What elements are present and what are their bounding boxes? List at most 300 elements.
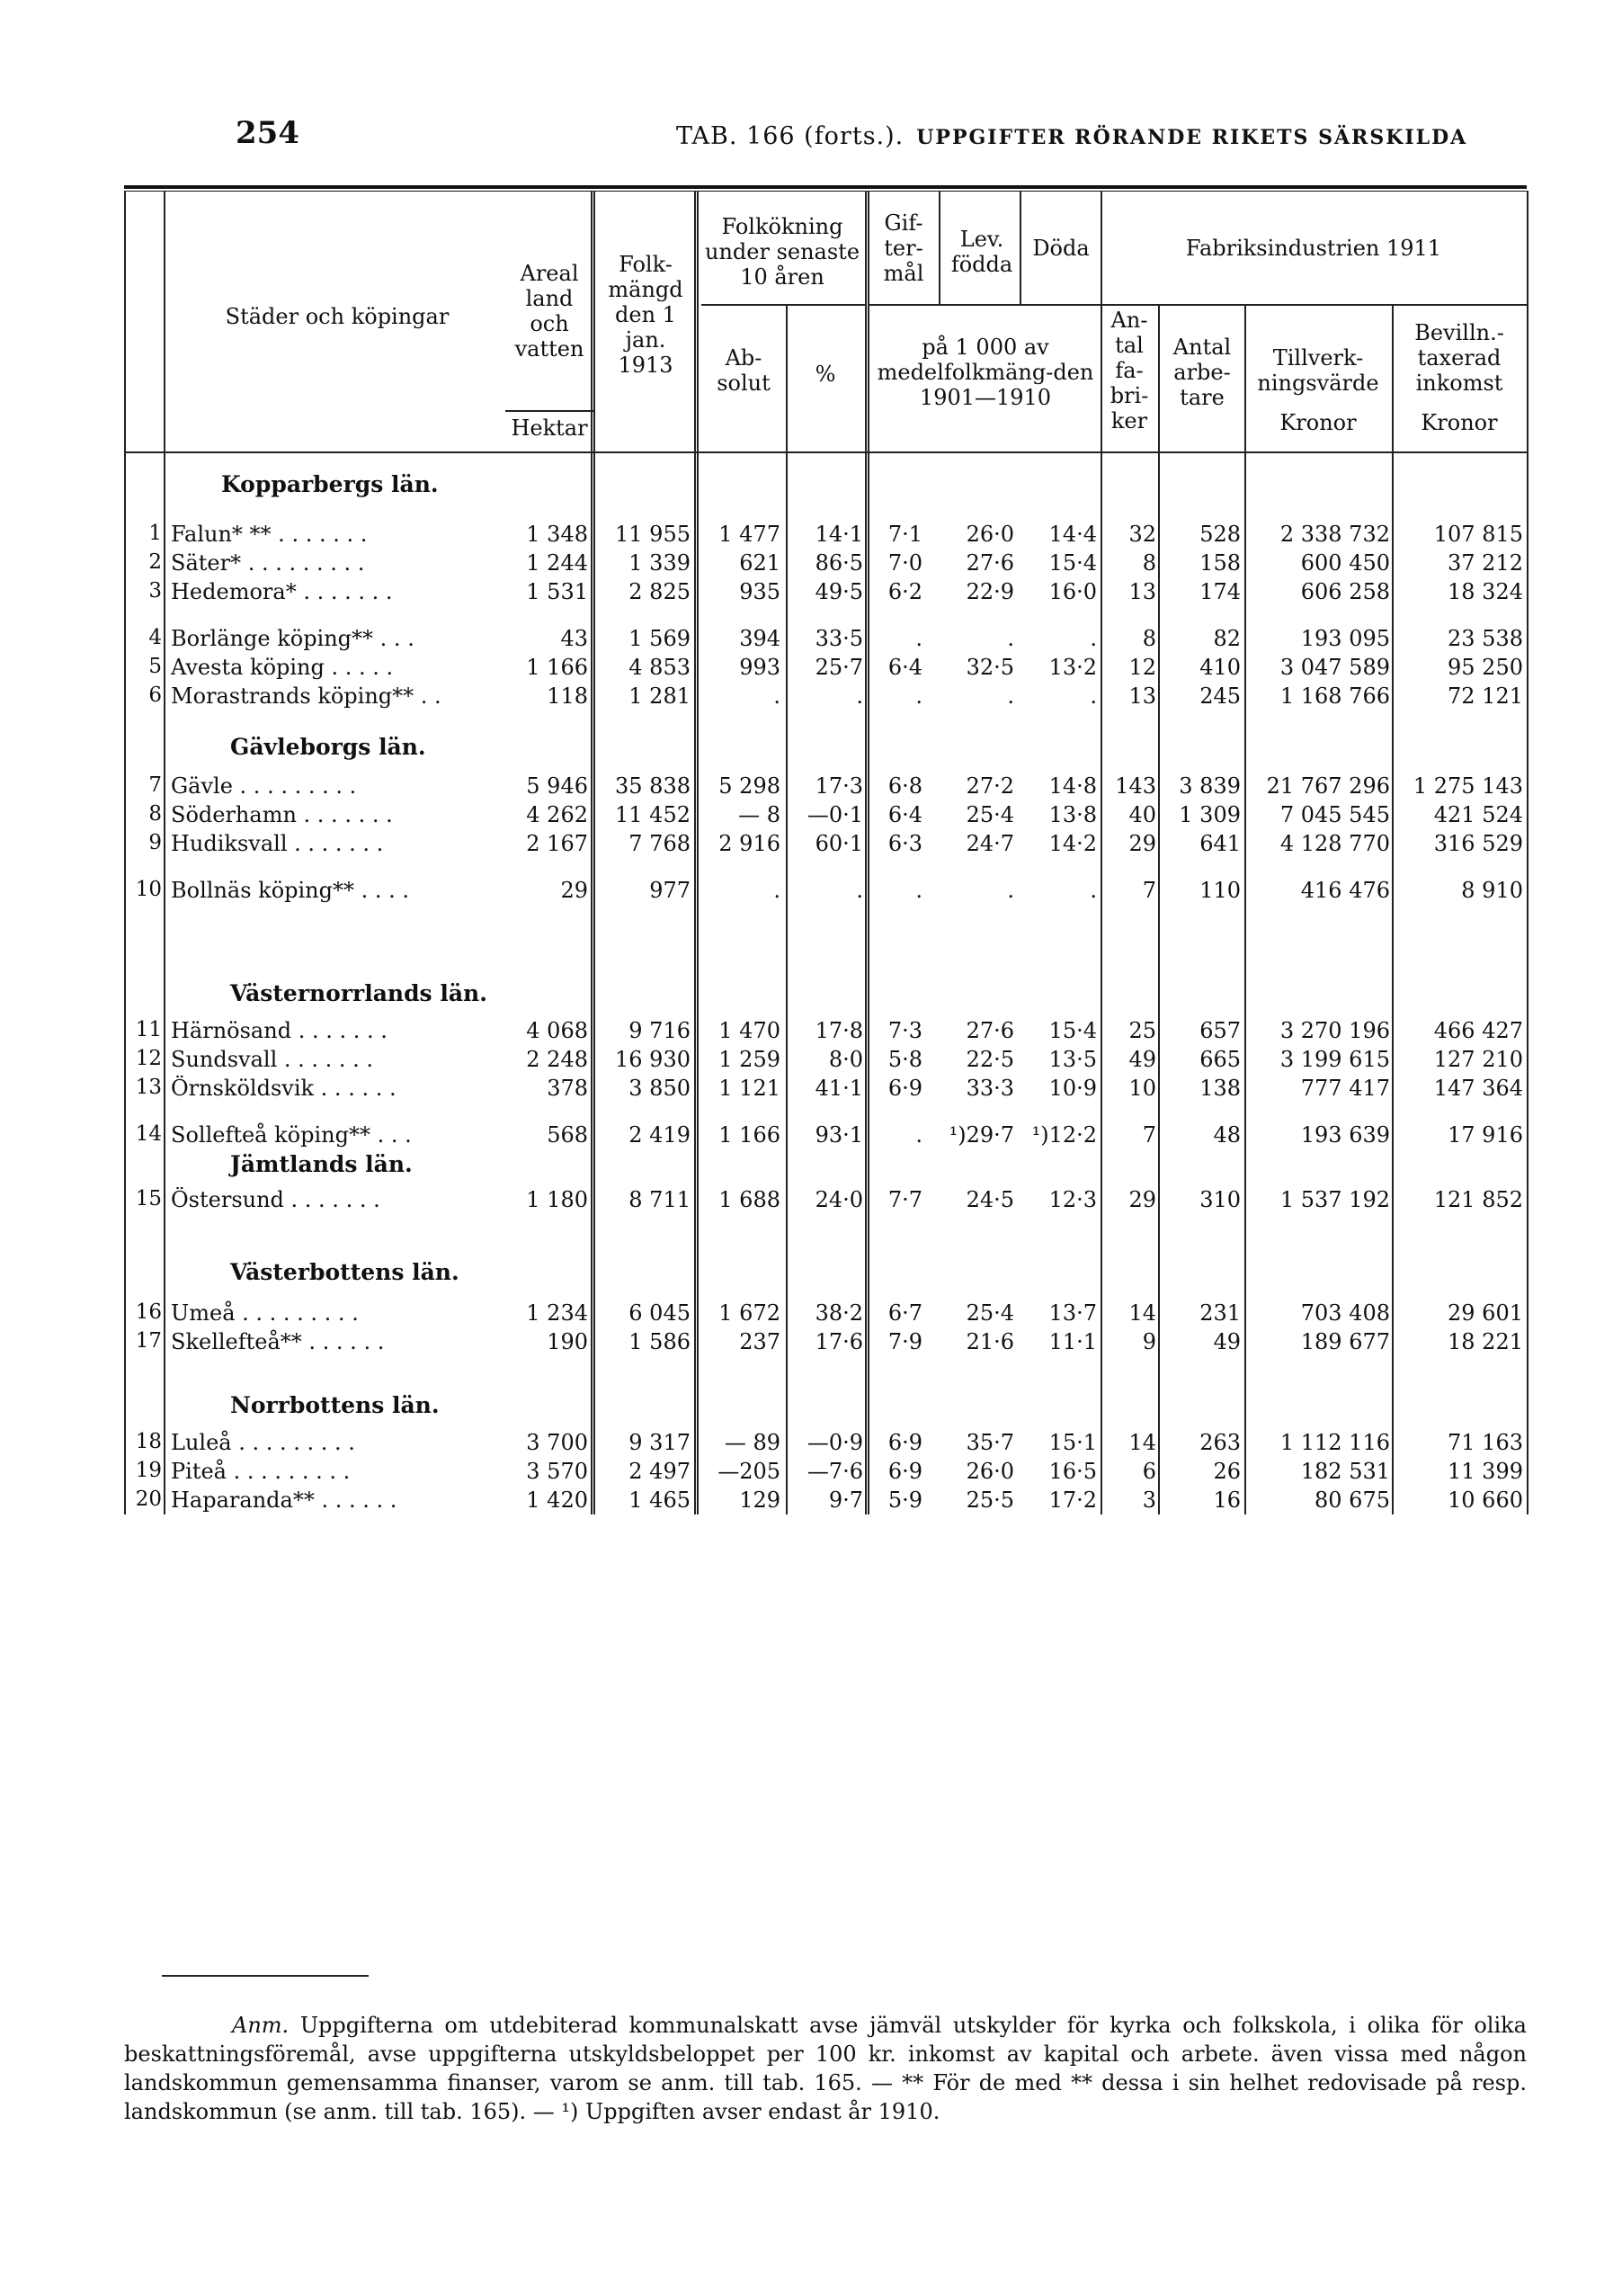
cell-areal: 4 262 [526,802,588,827]
cell-abs: 394 [739,626,780,651]
cell-till: 416 476 [1300,878,1390,903]
vrule-right [1527,191,1528,1514]
col-areal-unit: Hektar [511,415,588,441]
cell-folk: 1 465 [628,1487,691,1513]
row-number: 5 [148,655,162,678]
cell-pct: 93·1 [815,1122,863,1148]
cell-lev: 33·3 [966,1076,1014,1101]
cell-areal: 1 234 [526,1300,588,1326]
cell-pct: 49·5 [815,579,863,604]
cell-arb: 310 [1199,1187,1241,1212]
cell-dod: ¹)12·2 [1031,1122,1097,1148]
row-name: Borlänge köping** . . . [171,626,414,651]
row-name: Säter* . . . . . . . . . [171,550,365,576]
cell-bev: 8 910 [1461,878,1523,903]
cell-arb: 657 [1199,1018,1241,1043]
cell-abs: 993 [739,655,780,680]
cell-lev: 32·5 [966,655,1014,680]
cell-fab: 32 [1128,522,1156,547]
cell-fab: 10 [1128,1076,1156,1101]
col-areal: Areal land och vatten [514,261,584,362]
cell-arb: 138 [1199,1076,1241,1101]
cell-till: 182 531 [1300,1459,1390,1484]
cell-dod: 16·0 [1048,579,1097,604]
rule-areal-unit [505,410,595,412]
cell-folk: 4 853 [628,655,691,680]
row-number: 12 [135,1047,162,1070]
rule-folkokning [701,304,865,306]
vrule-doda [1101,191,1102,1514]
cell-abs: —205 [717,1459,780,1484]
col-tillverkningsvarde: Tillverk-ningsvärde [1257,345,1379,396]
cell-pct: —0·9 [807,1430,863,1455]
rule-rates [869,304,1101,306]
cell-bev: 72 121 [1448,683,1523,709]
vrule-gift [939,191,940,304]
cell-lev: 26·0 [966,522,1014,547]
cell-till: 3 199 615 [1279,1047,1390,1072]
row-name: Sundsvall . . . . . . . [171,1047,374,1072]
row-number: 8 [148,802,162,826]
section-title: Norrbottens län. [230,1392,440,1418]
cell-bev: 121 852 [1433,1187,1523,1212]
row-number: 10 [135,878,162,901]
cell-till: 1 537 192 [1279,1187,1390,1212]
cell-areal: 2 248 [526,1047,588,1072]
row-name: Härnösand . . . . . . . [171,1018,388,1043]
row-name: Luleå . . . . . . . . . [171,1430,355,1455]
header-table-ref: TAB. 166 (forts.). [676,122,905,150]
cell-folk: 9 317 [628,1430,691,1455]
cell-bev: 466 427 [1433,1018,1523,1043]
cell-arb: 641 [1199,831,1241,856]
cell-abs: 1 166 [718,1122,780,1148]
vrule-areal [591,191,595,1514]
row-name: Östersund . . . . . . . [171,1187,380,1212]
vrule-folk [694,191,699,1514]
cell-fab: 29 [1128,831,1156,856]
cell-folk: 11 955 [615,522,691,547]
row-name: Gävle . . . . . . . . . [171,773,357,799]
col-bevilln: Bevilln.-taxerad inkomst [1414,320,1504,396]
cell-dod: 10·9 [1048,1076,1097,1101]
cell-till: 1 112 116 [1279,1430,1390,1455]
cell-till: 1 168 766 [1279,683,1390,709]
cell-dod: . [1090,626,1097,651]
row-number: 1 [148,522,162,545]
row-name: Örnsköldsvik . . . . . . [171,1076,397,1101]
cell-pct: . [856,683,863,709]
section-title: Västerbottens län. [230,1259,459,1285]
cell-bev: 107 815 [1433,522,1523,547]
cell-fab: 14 [1128,1300,1156,1326]
cell-fab: 40 [1128,802,1156,827]
cell-gift: 6·4 [887,802,922,827]
cell-fab: 143 [1115,773,1156,799]
cell-abs: 237 [739,1329,780,1354]
cell-arb: 26 [1213,1459,1241,1484]
cell-arb: 16 [1213,1487,1241,1513]
cell-bev: 37 212 [1448,550,1523,576]
cell-gift: 7·0 [887,550,922,576]
cell-abs: 1 470 [718,1018,780,1043]
cell-arb: 82 [1213,626,1241,651]
cell-abs: 2 916 [718,831,780,856]
cell-bev: 17 916 [1448,1122,1523,1148]
row-name: Avesta köping . . . . . [171,655,394,680]
cell-fab: 12 [1128,655,1156,680]
cell-bev: 127 210 [1433,1047,1523,1072]
cell-areal: 1 166 [526,655,588,680]
cell-pct: 17·3 [815,773,863,799]
cell-dod: 13·5 [1048,1047,1097,1072]
row-name: Skellefteå** . . . . . . [171,1329,385,1354]
cell-gift: . [915,878,922,903]
cell-dod: 17·2 [1048,1487,1097,1513]
row-name: Hudiksvall . . . . . . . [171,831,384,856]
cell-till: 21 767 296 [1266,773,1390,799]
row-number: 6 [148,683,162,707]
cell-abs: 1 477 [718,522,780,547]
cell-dod: . [1090,683,1097,709]
cell-dod: 14·8 [1048,773,1097,799]
cell-folk: 7 768 [628,831,691,856]
row-name: Morastrands köping** . . [171,683,441,709]
cell-dod: 15·1 [1048,1430,1097,1455]
cell-pct: 41·1 [815,1076,863,1101]
cell-pct: 9·7 [828,1487,863,1513]
cell-fab: 7 [1142,878,1156,903]
col-kronor-1: Kronor [1279,410,1357,435]
cell-dod: 13·7 [1048,1300,1097,1326]
cell-till: 703 408 [1300,1300,1390,1326]
cell-pct: —0·1 [807,802,863,827]
cell-dod: . [1090,878,1097,903]
footnote-rule [162,1975,369,1977]
cell-fab: 6 [1142,1459,1156,1484]
cell-folk: 1 586 [628,1329,691,1354]
row-name: Umeå . . . . . . . . . [171,1300,359,1326]
cell-gift: 7·7 [887,1187,922,1212]
row-number: 14 [135,1122,162,1146]
cell-bev: 95 250 [1448,655,1523,680]
cell-dod: 15·4 [1048,550,1097,576]
cell-areal: 118 [547,683,588,709]
cell-areal: 1 180 [526,1187,588,1212]
row-number: 9 [148,831,162,854]
cell-gift: 7·9 [887,1329,922,1354]
cell-bev: 18 324 [1448,579,1523,604]
cell-areal: 1 244 [526,550,588,576]
cell-lev: 24·5 [966,1187,1014,1212]
cell-arb: 231 [1199,1300,1241,1326]
cell-arb: 410 [1199,655,1241,680]
cell-lev: . [1007,626,1014,651]
row-number: 7 [148,773,162,797]
col-giftermal: Gif-ter-mål [883,210,924,286]
cell-bev: 316 529 [1433,831,1523,856]
cell-till: 4 128 770 [1279,831,1390,856]
cell-arb: 110 [1199,878,1241,903]
row-name: Haparanda** . . . . . . [171,1487,397,1513]
cell-folk: 1 281 [628,683,691,709]
cell-pct: 86·5 [815,550,863,576]
cell-folk: 16 930 [615,1047,691,1072]
cell-dod: 13·8 [1048,802,1097,827]
header-title: UPPGIFTER RÖRANDE RIKETS SÄRSKILDA [916,126,1468,149]
cell-pct: 38·2 [815,1300,863,1326]
cell-abs: 1 121 [718,1076,780,1101]
cell-folk: 6 045 [628,1300,691,1326]
cell-gift: 6·4 [887,655,922,680]
cell-abs: — 8 [738,802,780,827]
cell-areal: 29 [560,878,588,903]
cell-arb: 665 [1199,1047,1241,1072]
row-name: Falun* ** . . . . . . . [171,522,368,547]
footnote [124,2011,1527,2126]
cell-areal: 3 700 [526,1430,588,1455]
cell-folk: 3 850 [628,1076,691,1101]
vrule-lev [1020,191,1021,304]
cell-areal: 190 [547,1329,588,1354]
cell-gift: . [915,1122,922,1148]
cell-lev: . [1007,683,1014,709]
cell-till: 193 095 [1300,626,1390,651]
cell-till: 2 338 732 [1279,522,1390,547]
cell-pct: 33·5 [815,626,863,651]
section-title: Västernorrlands län. [230,980,487,1006]
cell-bev: 10 660 [1448,1487,1523,1513]
cell-fab: 14 [1128,1430,1156,1455]
col-per-1000: på 1 000 av medelfolkmäng-den 1901—1910 [877,335,1094,410]
cell-gift: 6·2 [887,579,922,604]
cell-dod: 12·3 [1048,1187,1097,1212]
col-folkokning: Folkökning under senaste 10 åren [704,214,860,290]
cell-arb: 174 [1199,579,1241,604]
cell-arb: 263 [1199,1430,1241,1455]
cell-till: 3 047 589 [1279,655,1390,680]
running-header [676,122,1467,150]
cell-bev: 1 275 143 [1413,773,1523,799]
cell-arb: 48 [1213,1122,1241,1148]
col-stader: Städer och köpingar [225,304,450,329]
col-procent: % [815,362,836,387]
row-number: 15 [135,1187,162,1211]
cell-pct: 24·0 [815,1187,863,1212]
cell-bev: 421 524 [1433,802,1523,827]
row-number: 11 [135,1018,162,1041]
cell-fab: 7 [1142,1122,1156,1148]
cell-areal: 43 [560,626,588,651]
cell-abs: 1 259 [718,1047,780,1072]
cell-fab: 8 [1142,626,1156,651]
cell-areal: 1 348 [526,522,588,547]
cell-pct: 8·0 [828,1047,863,1072]
cell-folk: 35 838 [615,773,691,799]
cell-abs: . [773,878,780,903]
cell-folk: 2 825 [628,579,691,604]
cell-pct: 14·1 [815,522,863,547]
cell-gift: . [915,683,922,709]
cell-fab: 8 [1142,550,1156,576]
cell-lev: ¹)29·7 [949,1122,1014,1148]
cell-fab: 3 [1142,1487,1156,1513]
footnote-label: Anm. [232,2013,290,2038]
cell-lev: 22·5 [966,1047,1014,1072]
cell-gift: 6·9 [887,1459,922,1484]
cell-lev: 35·7 [966,1430,1014,1455]
cell-dod: 15·4 [1048,1018,1097,1043]
cell-lev: 25·5 [966,1487,1014,1513]
section-title: Jämtlands län. [230,1151,413,1177]
cell-areal: 568 [547,1122,588,1148]
col-kronor-2: Kronor [1421,410,1498,435]
cell-bev: 71 163 [1448,1430,1523,1455]
cell-folk: 1 569 [628,626,691,651]
cell-folk: 2 419 [628,1122,691,1148]
col-antal-arbetare: Antal arbe-tare [1172,335,1232,410]
cell-arb: 245 [1199,683,1241,709]
rule-fabrik [1102,304,1527,306]
cell-lev: 25·4 [966,1300,1014,1326]
row-name: Sollefteå köping** . . . [171,1122,412,1148]
row-name: Hedemora* . . . . . . . [171,579,393,604]
cell-gift: 7·1 [887,522,922,547]
vrule-rownum [164,191,165,1514]
cell-folk: 9 716 [628,1018,691,1043]
cell-dod: 13·2 [1048,655,1097,680]
cell-folk: 8 711 [628,1187,691,1212]
row-name: Bollnäs köping** . . . . [171,878,410,903]
cell-abs: 621 [739,550,780,576]
cell-abs: 1 672 [718,1300,780,1326]
cell-bev: 29 601 [1448,1300,1523,1326]
cell-arb: 158 [1199,550,1241,576]
section-title: Gävleborgs län. [230,734,426,760]
cell-gift: 6·3 [887,831,922,856]
cell-till: 7 045 545 [1279,802,1390,827]
cell-bev: 18 221 [1448,1329,1523,1354]
cell-arb: 49 [1213,1329,1241,1354]
row-number: 18 [135,1430,162,1453]
cell-abs: 5 298 [718,773,780,799]
cell-areal: 4 068 [526,1018,588,1043]
row-number: 3 [148,579,162,603]
cell-lev: 21·6 [966,1329,1014,1354]
row-number: 17 [135,1329,162,1353]
cell-dod: 14·4 [1048,522,1097,547]
row-number: 2 [148,550,162,574]
cell-abs: 935 [739,579,780,604]
cell-dod: 11·1 [1048,1329,1097,1354]
cell-fab: 9 [1142,1329,1156,1354]
cell-pct: —7·6 [807,1459,863,1484]
cell-fab: 49 [1128,1047,1156,1072]
cell-till: 777 417 [1300,1076,1390,1101]
cell-areal: 378 [547,1076,588,1101]
col-levfodda: Lev. födda [950,227,1013,277]
footnote-text: Uppgifterna om utdebiterad kommunalskatt avse jämväl utskylder för kyrka och folkskola, i olika för olika beskattningsföremål, avse uppgifterna utskyldsbeloppet per 100 kr. inkomst av kapital och arbete. även vissa med någon landskommun gemensamma finanser, varom se anm. till tab. 165. — ** För de med ** dessa i sin helhet redovisade på resp. landskommun (se anm. till tab. 165). — ¹) Uppgiften avser endast år 1910. [124,2013,1527,2124]
cell-gift: 5·8 [887,1047,922,1072]
cell-till: 193 639 [1300,1122,1390,1148]
cell-gift: 7·3 [887,1018,922,1043]
cell-till: 189 677 [1300,1329,1390,1354]
cell-abs: . [773,683,780,709]
cell-lev: 25·4 [966,802,1014,827]
cell-arb: 528 [1199,522,1241,547]
cell-pct: 25·7 [815,655,863,680]
cell-fab: 25 [1128,1018,1156,1043]
cell-pct: . [856,878,863,903]
cell-lev: 26·0 [966,1459,1014,1484]
col-fabrik: Fabriksindustrien 1911 [1185,236,1442,261]
cell-fab: 13 [1128,683,1156,709]
cell-gift: 6·8 [887,773,922,799]
cell-areal: 1 531 [526,579,588,604]
cell-folk: 977 [649,878,691,903]
col-doda: Döda [1032,236,1090,261]
cell-till: 600 450 [1300,550,1390,576]
cell-abs: 129 [739,1487,780,1513]
cell-lev: 27·6 [966,550,1014,576]
cell-pct: 17·6 [815,1329,863,1354]
row-number: 19 [135,1459,162,1482]
cell-pct: 60·1 [815,831,863,856]
col-antal-fabriker: An-tal fa-bri-ker [1110,308,1149,433]
col-absolut: Ab-solut [717,345,771,396]
row-number: 16 [135,1300,162,1324]
cell-lev: 24·7 [966,831,1014,856]
cell-bev: 23 538 [1448,626,1523,651]
cell-areal: 3 570 [526,1459,588,1484]
cell-bev: 147 364 [1433,1076,1523,1101]
cell-lev: 27·6 [966,1018,1014,1043]
cell-lev: 27·2 [966,773,1014,799]
cell-gift: 6·7 [887,1300,922,1326]
cell-till: 3 270 196 [1279,1018,1390,1043]
top-rule [124,185,1527,189]
cell-fab: 13 [1128,579,1156,604]
cell-arb: 1 309 [1179,802,1241,827]
cell-till: 606 258 [1300,579,1390,604]
row-number: 13 [135,1076,162,1099]
row-number: 4 [148,626,162,649]
row-number: 20 [135,1487,162,1511]
row-name: Söderhamn . . . . . . . [171,802,393,827]
cell-lev: . [1007,878,1014,903]
row-name: Piteå . . . . . . . . . [171,1459,351,1484]
cell-areal: 1 420 [526,1487,588,1513]
cell-gift: 6·9 [887,1076,922,1101]
header-bottom-rule [124,451,1527,453]
cell-folk: 2 497 [628,1459,691,1484]
cell-bev: 11 399 [1448,1459,1523,1484]
cell-abs: 1 688 [718,1187,780,1212]
cell-gift: . [915,626,922,651]
cell-fab: 29 [1128,1187,1156,1212]
cell-gift: 5·9 [887,1487,922,1513]
cell-abs: — 89 [724,1430,780,1455]
cell-pct: 17·8 [815,1018,863,1043]
cell-areal: 2 167 [526,831,588,856]
cell-areal: 5 946 [526,773,588,799]
cell-dod: 14·2 [1048,831,1097,856]
cell-folk: 1 339 [628,550,691,576]
cell-folk: 11 452 [615,802,691,827]
col-folkmangd: Folk-mängd den 1 jan. 1913 [608,252,683,378]
cell-dod: 16·5 [1048,1459,1097,1484]
top-rule-thin [124,191,1527,192]
